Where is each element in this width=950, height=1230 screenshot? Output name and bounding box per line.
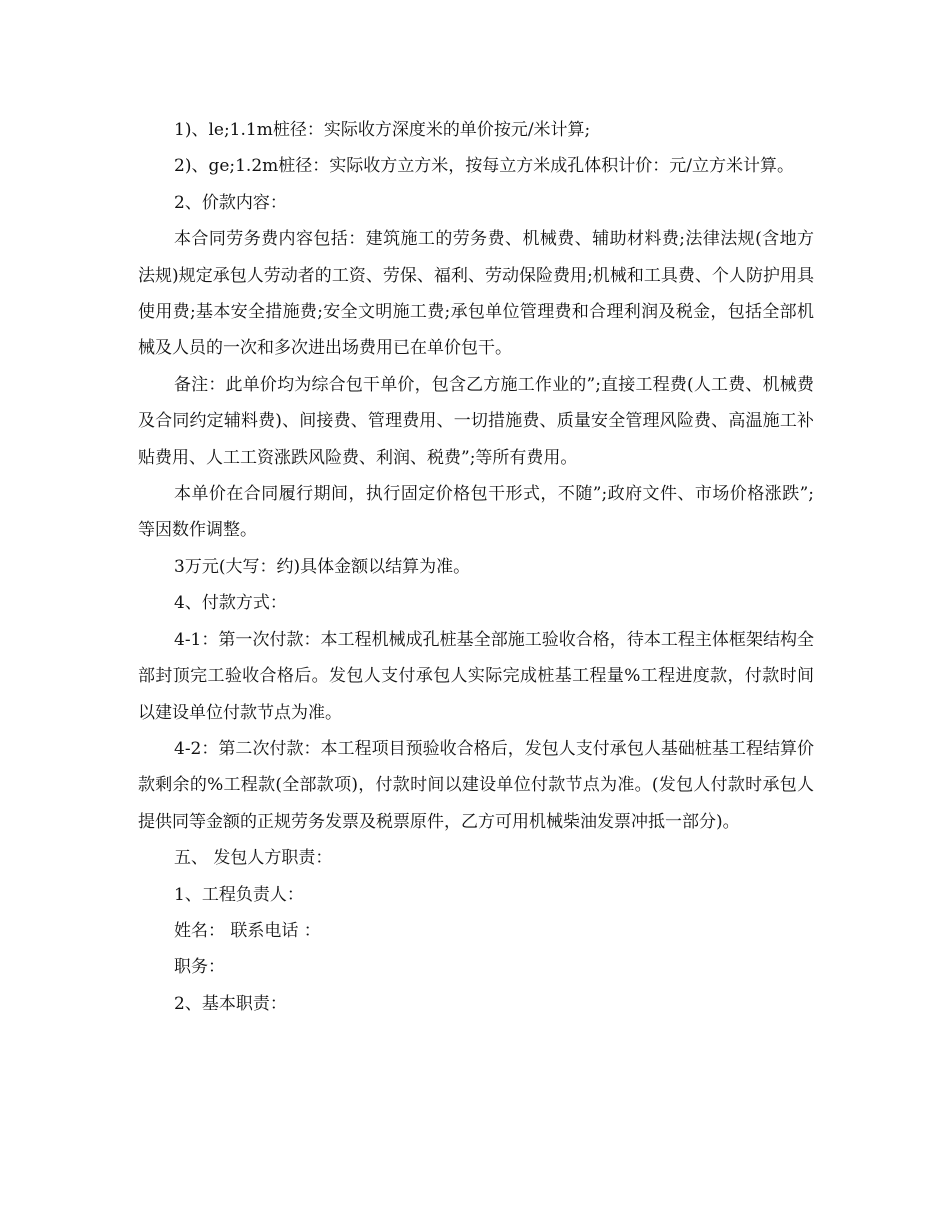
paragraph-second-payment: 4-2：第二次付款：本工程项目预验收合格后，发包人支付承包人基础桩基工程结算价款剩余的%工程款(全部款项)，付款时间以建设单位付款节点为准。(发包人付款时承包人提供同等金额的正规劳务发票及税票原件，乙方可用机械柴油发票冲抵一部分)。 bbox=[138, 738, 814, 832]
heading-contractor-duties: 五、 发包人方职责： bbox=[174, 848, 333, 869]
paragraph-labor-fee-content: 本合同劳务费内容包括：建筑施工的劳务费、机械费、辅助材料费;法律法规(含地方法规)规定承包人劳动者的工资、劳保、福利、劳动保险费用;机械和工具费、个人防护用具使用费;基本安全措施费;安全文明施工费;承包单位管理费和合理利润及税金，包括全部机械及人员的一次和多次进出场费用已在单价包干。 bbox=[138, 229, 814, 359]
heading-price-content: 2、价款内容： bbox=[174, 192, 287, 213]
field-name-phone: 姓名： 联系电话 ： bbox=[174, 920, 321, 941]
paragraph-pile-diameter-2: 2)、ge;1.2m桩径：实际收方立方米，按每立方米成孔体积计价：元/立方米计算。 bbox=[174, 156, 795, 177]
document-page bbox=[138, 112, 814, 1022]
heading-payment-method: 4、付款方式： bbox=[174, 593, 287, 614]
heading-project-manager: 1、工程负责人： bbox=[174, 884, 304, 905]
heading-basic-duties: 2、基本职责： bbox=[174, 993, 287, 1014]
paragraph-pile-diameter-1: 1)、le;1.1m桩径：实际收方深度米的单价按元/米计算; bbox=[174, 120, 591, 140]
paragraph-remarks: 备注：此单价均为综合包干单价，包含乙方施工作业的”;直接工程费(人工费、机械费及合同约定辅料费)、间接费、管理费用、一切措施费、质量安全管理风险费、高温施工补贴费用、人工工资涨跌风险费、利润、税费”;等所有费用。 bbox=[138, 374, 814, 468]
field-position: 职务： bbox=[174, 957, 225, 978]
paragraph-amount: 3万元(大写：约)具体金额以结算为准。 bbox=[174, 556, 471, 577]
paragraph-first-payment: 4-1：第一次付款：本工程机械成孔桩基全部施工验收合格，待本工程主体框架结构全部封顶完工验收合格后。发包人支付承包人实际完成桩基工程量%工程进度款，付款时间以建设单位付款节点为准。 bbox=[138, 629, 814, 723]
paragraph-fixed-price: 本单价在合同履行期间，执行固定价格包干形式，不随”;政府文件、市场价格涨跌”;等因数作调整。 bbox=[138, 484, 814, 541]
